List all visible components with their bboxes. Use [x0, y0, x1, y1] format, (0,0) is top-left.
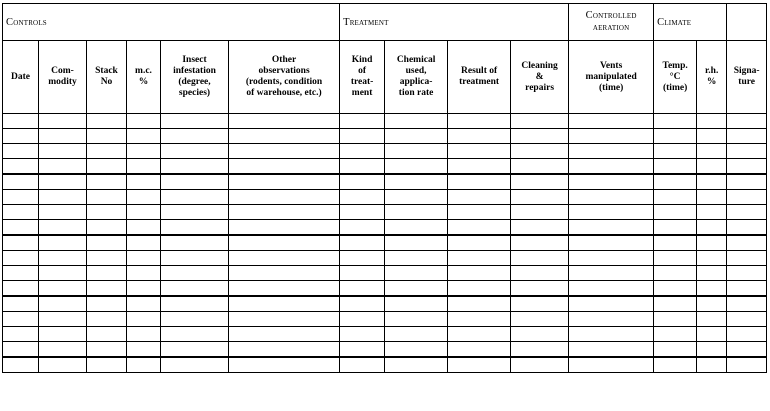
entry-cell-vents[interactable] [569, 235, 654, 251]
entry-cell-insect[interactable] [161, 190, 229, 205]
entry-cell-vents[interactable] [569, 174, 654, 190]
column-header-commodity: Com- modity [39, 41, 87, 114]
entry-cell-chemical[interactable] [385, 220, 448, 236]
entry-cell-commodity[interactable] [39, 114, 87, 129]
entry-cell-chemical[interactable] [385, 205, 448, 220]
column-header-chemical: Chemical used, applica- tion rate [385, 41, 448, 114]
entry-cell-signature[interactable] [727, 312, 767, 327]
entry-cell-insect[interactable] [161, 220, 229, 236]
entry-cell-stack[interactable] [87, 129, 127, 144]
entry-cell-other[interactable] [229, 266, 340, 281]
table-row [3, 220, 767, 236]
entry-cell-vents[interactable] [569, 129, 654, 144]
column-header-temp: Temp. °C (time) [654, 41, 697, 114]
entry-cell-other[interactable] [229, 281, 340, 297]
entry-cell-mc[interactable] [127, 235, 161, 251]
entry-cell-stack[interactable] [87, 220, 127, 236]
entry-cell-chemical[interactable] [385, 312, 448, 327]
entry-cell-stack[interactable] [87, 327, 127, 342]
entry-cell-signature[interactable] [727, 205, 767, 220]
entry-cell-commodity[interactable] [39, 129, 87, 144]
warehouse-record-form [2, 3, 767, 373]
entry-cell-date[interactable] [3, 327, 39, 342]
table-row [3, 296, 767, 312]
entry-cell-insect[interactable] [161, 144, 229, 159]
table-row [3, 312, 767, 327]
entry-cell-other[interactable] [229, 357, 340, 373]
entry-cell-vents[interactable] [569, 205, 654, 220]
entry-cell-result[interactable] [448, 235, 511, 251]
entry-cell-insect[interactable] [161, 235, 229, 251]
entry-cell-temp[interactable] [654, 114, 697, 129]
entry-cell-mc[interactable] [127, 327, 161, 342]
entry-cell-commodity[interactable] [39, 281, 87, 297]
entry-cell-cleaning[interactable] [511, 159, 569, 175]
column-header-date: Date [3, 41, 39, 114]
entry-cell-insect[interactable] [161, 312, 229, 327]
table-row [3, 114, 767, 129]
entry-cell-temp[interactable] [654, 174, 697, 190]
entry-cell-insect[interactable] [161, 357, 229, 373]
form-body [3, 114, 767, 373]
entry-cell-result[interactable] [448, 342, 511, 358]
table-row [3, 174, 767, 190]
entry-cell-cleaning[interactable] [511, 235, 569, 251]
entry-cell-kind[interactable] [340, 342, 385, 358]
group-climate: Climate [654, 4, 727, 41]
entry-cell-kind[interactable] [340, 312, 385, 327]
entry-cell-temp[interactable] [654, 205, 697, 220]
entry-cell-rh[interactable] [697, 281, 727, 297]
table-row [3, 266, 767, 281]
entry-cell-commodity[interactable] [39, 174, 87, 190]
entry-cell-cleaning[interactable] [511, 357, 569, 373]
entry-cell-kind[interactable] [340, 281, 385, 297]
column-header-cleaning: Cleaning & repairs [511, 41, 569, 114]
entry-cell-other[interactable] [229, 327, 340, 342]
table-row [3, 159, 767, 175]
entry-cell-temp[interactable] [654, 342, 697, 358]
entry-cell-vents[interactable] [569, 144, 654, 159]
entry-cell-other[interactable] [229, 251, 340, 266]
entry-cell-temp[interactable] [654, 235, 697, 251]
entry-cell-result[interactable] [448, 296, 511, 312]
group-blank [727, 4, 767, 41]
entry-cell-kind[interactable] [340, 114, 385, 129]
entry-cell-cleaning[interactable] [511, 342, 569, 358]
entry-cell-vents[interactable] [569, 342, 654, 358]
entry-cell-rh[interactable] [697, 266, 727, 281]
entry-cell-vents[interactable] [569, 114, 654, 129]
entry-cell-signature[interactable] [727, 266, 767, 281]
entry-cell-signature[interactable] [727, 220, 767, 236]
entry-cell-result[interactable] [448, 190, 511, 205]
entry-cell-mc[interactable] [127, 174, 161, 190]
entry-cell-rh[interactable] [697, 251, 727, 266]
entry-cell-cleaning[interactable] [511, 281, 569, 297]
entry-cell-date[interactable] [3, 342, 39, 358]
entry-cell-date[interactable] [3, 174, 39, 190]
entry-cell-date[interactable] [3, 251, 39, 266]
entry-cell-result[interactable] [448, 129, 511, 144]
column-header-insect: Insect infestation (degree, species) [161, 41, 229, 114]
entry-cell-other[interactable] [229, 342, 340, 358]
entry-cell-vents[interactable] [569, 357, 654, 373]
entry-cell-signature[interactable] [727, 190, 767, 205]
entry-cell-insect[interactable] [161, 281, 229, 297]
entry-cell-commodity[interactable] [39, 144, 87, 159]
entry-cell-rh[interactable] [697, 327, 727, 342]
entry-cell-signature[interactable] [727, 327, 767, 342]
entry-cell-result[interactable] [448, 266, 511, 281]
entry-cell-kind[interactable] [340, 327, 385, 342]
entry-cell-commodity[interactable] [39, 235, 87, 251]
entry-cell-result[interactable] [448, 251, 511, 266]
entry-cell-chemical[interactable] [385, 357, 448, 373]
entry-cell-rh[interactable] [697, 159, 727, 175]
entry-cell-kind[interactable] [340, 296, 385, 312]
entry-cell-cleaning[interactable] [511, 251, 569, 266]
entry-cell-signature[interactable] [727, 174, 767, 190]
entry-cell-vents[interactable] [569, 251, 654, 266]
entry-cell-other[interactable] [229, 114, 340, 129]
entry-cell-chemical[interactable] [385, 266, 448, 281]
entry-cell-commodity[interactable] [39, 327, 87, 342]
entry-cell-insect[interactable] [161, 205, 229, 220]
entry-cell-date[interactable] [3, 159, 39, 175]
entry-cell-cleaning[interactable] [511, 312, 569, 327]
entry-cell-vents[interactable] [569, 266, 654, 281]
column-header-result: Result of treatment [448, 41, 511, 114]
group-controls: Controls [3, 4, 340, 41]
entry-cell-chemical[interactable] [385, 190, 448, 205]
entry-cell-result[interactable] [448, 144, 511, 159]
entry-cell-stack[interactable] [87, 312, 127, 327]
entry-cell-kind[interactable] [340, 205, 385, 220]
entry-cell-kind[interactable] [340, 190, 385, 205]
entry-cell-rh[interactable] [697, 174, 727, 190]
entry-cell-rh[interactable] [697, 342, 727, 358]
entry-cell-temp[interactable] [654, 327, 697, 342]
column-header-mc: m.c. % [127, 41, 161, 114]
entry-cell-stack[interactable] [87, 251, 127, 266]
table-row [3, 281, 767, 297]
entry-cell-rh[interactable] [697, 235, 727, 251]
entry-cell-insect[interactable] [161, 251, 229, 266]
entry-cell-temp[interactable] [654, 144, 697, 159]
entry-cell-temp[interactable] [654, 296, 697, 312]
entry-cell-date[interactable] [3, 281, 39, 297]
entry-cell-signature[interactable] [727, 281, 767, 297]
entry-cell-commodity[interactable] [39, 251, 87, 266]
entry-cell-temp[interactable] [654, 312, 697, 327]
entry-cell-rh[interactable] [697, 357, 727, 373]
entry-cell-temp[interactable] [654, 281, 697, 297]
entry-cell-signature[interactable] [727, 114, 767, 129]
entry-cell-stack[interactable] [87, 205, 127, 220]
entry-cell-signature[interactable] [727, 235, 767, 251]
entry-cell-vents[interactable] [569, 312, 654, 327]
entry-cell-rh[interactable] [697, 220, 727, 236]
table-row [3, 205, 767, 220]
entry-cell-kind[interactable] [340, 144, 385, 159]
entry-cell-insect[interactable] [161, 159, 229, 175]
column-header-other: Other observations (rodents, condition of warehouse, etc.) [229, 41, 340, 114]
column-header-stack: Stack No [87, 41, 127, 114]
entry-cell-commodity[interactable] [39, 190, 87, 205]
entry-cell-cleaning[interactable] [511, 220, 569, 236]
entry-cell-date[interactable] [3, 114, 39, 129]
entry-cell-temp[interactable] [654, 129, 697, 144]
entry-cell-rh[interactable] [697, 205, 727, 220]
entry-cell-vents[interactable] [569, 281, 654, 297]
entry-cell-stack[interactable] [87, 281, 127, 297]
entry-cell-other[interactable] [229, 129, 340, 144]
entry-cell-cleaning[interactable] [511, 327, 569, 342]
entry-cell-cleaning[interactable] [511, 190, 569, 205]
entry-cell-mc[interactable] [127, 190, 161, 205]
table-row [3, 129, 767, 144]
entry-cell-stack[interactable] [87, 296, 127, 312]
entry-cell-other[interactable] [229, 174, 340, 190]
entry-cell-kind[interactable] [340, 235, 385, 251]
entry-cell-chemical[interactable] [385, 174, 448, 190]
entry-cell-stack[interactable] [87, 266, 127, 281]
entry-cell-mc[interactable] [127, 281, 161, 297]
entry-cell-commodity[interactable] [39, 205, 87, 220]
entry-cell-mc[interactable] [127, 266, 161, 281]
entry-cell-commodity[interactable] [39, 220, 87, 236]
entry-cell-commodity[interactable] [39, 312, 87, 327]
entry-cell-signature[interactable] [727, 144, 767, 159]
column-header-kind: Kind of treat- ment [340, 41, 385, 114]
entry-cell-cleaning[interactable] [511, 114, 569, 129]
entry-cell-result[interactable] [448, 159, 511, 175]
entry-cell-chemical[interactable] [385, 342, 448, 358]
entry-cell-insect[interactable] [161, 174, 229, 190]
entry-cell-vents[interactable] [569, 327, 654, 342]
entry-cell-kind[interactable] [340, 129, 385, 144]
entry-cell-other[interactable] [229, 312, 340, 327]
entry-cell-date[interactable] [3, 235, 39, 251]
table-row [3, 357, 767, 373]
entry-cell-signature[interactable] [727, 159, 767, 175]
entry-cell-result[interactable] [448, 205, 511, 220]
entry-cell-mc[interactable] [127, 129, 161, 144]
entry-cell-cleaning[interactable] [511, 205, 569, 220]
entry-cell-mc[interactable] [127, 205, 161, 220]
entry-cell-kind[interactable] [340, 159, 385, 175]
entry-cell-commodity[interactable] [39, 342, 87, 358]
entry-cell-mc[interactable] [127, 144, 161, 159]
entry-cell-kind[interactable] [340, 266, 385, 281]
entry-cell-result[interactable] [448, 220, 511, 236]
entry-cell-mc[interactable] [127, 114, 161, 129]
entry-cell-stack[interactable] [87, 114, 127, 129]
entry-cell-vents[interactable] [569, 220, 654, 236]
entry-cell-chemical[interactable] [385, 159, 448, 175]
entry-cell-result[interactable] [448, 281, 511, 297]
table-row [3, 190, 767, 205]
table-row [3, 235, 767, 251]
entry-cell-date[interactable] [3, 266, 39, 281]
entry-cell-signature[interactable] [727, 251, 767, 266]
entry-cell-stack[interactable] [87, 235, 127, 251]
group-header-row [3, 4, 767, 41]
entry-cell-other[interactable] [229, 190, 340, 205]
entry-cell-chemical[interactable] [385, 144, 448, 159]
entry-cell-temp[interactable] [654, 159, 697, 175]
entry-cell-result[interactable] [448, 114, 511, 129]
entry-cell-chemical[interactable] [385, 251, 448, 266]
entry-cell-rh[interactable] [697, 144, 727, 159]
entry-cell-chemical[interactable] [385, 327, 448, 342]
entry-cell-commodity[interactable] [39, 296, 87, 312]
entry-cell-vents[interactable] [569, 190, 654, 205]
entry-cell-cleaning[interactable] [511, 174, 569, 190]
entry-cell-signature[interactable] [727, 342, 767, 358]
entry-cell-rh[interactable] [697, 312, 727, 327]
entry-cell-result[interactable] [448, 174, 511, 190]
entry-cell-stack[interactable] [87, 159, 127, 175]
entry-cell-result[interactable] [448, 312, 511, 327]
entry-cell-commodity[interactable] [39, 266, 87, 281]
entry-cell-result[interactable] [448, 357, 511, 373]
entry-cell-signature[interactable] [727, 357, 767, 373]
column-header-rh: r.h. % [697, 41, 727, 114]
entry-cell-date[interactable] [3, 312, 39, 327]
entry-cell-other[interactable] [229, 296, 340, 312]
entry-cell-stack[interactable] [87, 342, 127, 358]
entry-cell-date[interactable] [3, 357, 39, 373]
entry-cell-cleaning[interactable] [511, 266, 569, 281]
entry-cell-insect[interactable] [161, 266, 229, 281]
entry-cell-temp[interactable] [654, 251, 697, 266]
entry-cell-kind[interactable] [340, 174, 385, 190]
entry-cell-mc[interactable] [127, 220, 161, 236]
entry-cell-other[interactable] [229, 235, 340, 251]
group-controlled-aeration: Controlled aeration [569, 4, 654, 41]
entry-cell-cleaning[interactable] [511, 129, 569, 144]
entry-cell-chemical[interactable] [385, 281, 448, 297]
entry-cell-rh[interactable] [697, 129, 727, 144]
entry-cell-insect[interactable] [161, 342, 229, 358]
group-treatment: Treatment [340, 4, 569, 41]
entry-cell-date[interactable] [3, 296, 39, 312]
entry-cell-mc[interactable] [127, 342, 161, 358]
entry-cell-kind[interactable] [340, 220, 385, 236]
entry-cell-other[interactable] [229, 159, 340, 175]
entry-cell-signature[interactable] [727, 296, 767, 312]
entry-cell-chemical[interactable] [385, 114, 448, 129]
column-header-signature: Signa- ture [727, 41, 767, 114]
entry-cell-rh[interactable] [697, 114, 727, 129]
entry-cell-chemical[interactable] [385, 129, 448, 144]
entry-cell-date[interactable] [3, 144, 39, 159]
entry-cell-mc[interactable] [127, 357, 161, 373]
entry-cell-temp[interactable] [654, 357, 697, 373]
entry-cell-temp[interactable] [654, 190, 697, 205]
entry-cell-date[interactable] [3, 220, 39, 236]
table-row [3, 144, 767, 159]
entry-cell-date[interactable] [3, 205, 39, 220]
entry-cell-date[interactable] [3, 190, 39, 205]
entry-cell-mc[interactable] [127, 296, 161, 312]
entry-cell-mc[interactable] [127, 159, 161, 175]
column-header-vents: Vents manipulated (time) [569, 41, 654, 114]
entry-cell-insect[interactable] [161, 114, 229, 129]
entry-cell-cleaning[interactable] [511, 144, 569, 159]
entry-cell-stack[interactable] [87, 144, 127, 159]
table-row [3, 327, 767, 342]
entry-cell-commodity[interactable] [39, 159, 87, 175]
entry-cell-mc[interactable] [127, 251, 161, 266]
entry-cell-rh[interactable] [697, 190, 727, 205]
entry-cell-insect[interactable] [161, 296, 229, 312]
entry-cell-date[interactable] [3, 129, 39, 144]
entry-cell-kind[interactable] [340, 251, 385, 266]
entry-cell-other[interactable] [229, 220, 340, 236]
entry-cell-mc[interactable] [127, 312, 161, 327]
entry-cell-signature[interactable] [727, 129, 767, 144]
entry-cell-rh[interactable] [697, 296, 727, 312]
entry-cell-commodity[interactable] [39, 357, 87, 373]
entry-cell-other[interactable] [229, 205, 340, 220]
entry-cell-other[interactable] [229, 144, 340, 159]
entry-cell-stack[interactable] [87, 190, 127, 205]
entry-cell-temp[interactable] [654, 266, 697, 281]
entry-cell-insect[interactable] [161, 327, 229, 342]
entry-cell-chemical[interactable] [385, 235, 448, 251]
entry-cell-insect[interactable] [161, 129, 229, 144]
table-row [3, 342, 767, 358]
entry-cell-temp[interactable] [654, 220, 697, 236]
entry-cell-stack[interactable] [87, 357, 127, 373]
entry-cell-kind[interactable] [340, 357, 385, 373]
entry-cell-stack[interactable] [87, 174, 127, 190]
entry-cell-cleaning[interactable] [511, 296, 569, 312]
column-header-row [3, 41, 767, 114]
entry-cell-chemical[interactable] [385, 296, 448, 312]
table-row [3, 251, 767, 266]
entry-cell-vents[interactable] [569, 296, 654, 312]
entry-cell-vents[interactable] [569, 159, 654, 175]
entry-cell-result[interactable] [448, 327, 511, 342]
